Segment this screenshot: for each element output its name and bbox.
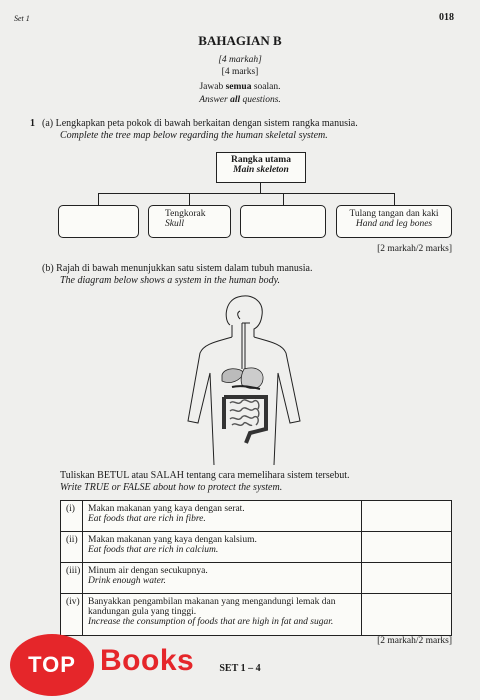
question-1b-text-ms: (b) Rajah di bawah menunjukkan satu sistem dalam tubuh manusia. — [42, 263, 313, 274]
question-1a-text-ms: (a) Lengkapkan peta pokok di bawah berkaitan dengan sistem rangka manusia. — [42, 118, 358, 129]
row-number: (i) — [61, 501, 83, 532]
question-number: 1 — [30, 118, 35, 129]
row-number: (iv) — [61, 594, 83, 636]
tree-leaf-limbs — [336, 205, 452, 238]
tree-leaf-label-en: Skull — [165, 219, 184, 229]
question-1b-instruction-en: Write TRUE or FALSE about how to protect the system. — [60, 482, 283, 493]
set-label: Set 1 — [14, 14, 30, 23]
tree-root-label-en: Main skeleton — [233, 165, 289, 175]
tree-leaf-label-en: Hand and leg bones — [355, 219, 433, 229]
answer-cell[interactable] — [362, 532, 452, 563]
right-body-outline — [254, 337, 300, 465]
liver-shape — [222, 369, 244, 383]
tree-drop-2 — [189, 193, 190, 205]
tree-leaf-blank-2[interactable] — [240, 205, 326, 238]
instruction-en: Answer all questions. — [199, 95, 281, 105]
topbooks-logo — [10, 634, 200, 696]
question-1a-text-en: Complete the tree map below regarding the human skeletal system. — [60, 130, 328, 141]
section-marks-en: [4 marks] — [221, 67, 259, 77]
page-footer: SET 1 – 4 — [219, 663, 261, 674]
table-row — [61, 594, 452, 636]
small-intestine — [230, 400, 259, 426]
statement-cell: Minum air dengan secukupnya. Drink enough water. — [83, 563, 362, 594]
q1b-marks: [2 markah/2 marks] — [377, 636, 452, 646]
true-false-table — [60, 500, 452, 636]
question-1b-text-en: The diagram below shows a system in the human body. — [60, 275, 280, 286]
table-row — [61, 532, 452, 563]
tree-drop-4 — [394, 193, 395, 205]
instruction-ms: Jawab semua soalan. — [199, 82, 281, 92]
table-row — [61, 563, 452, 594]
tree-leaf-blank-1[interactable] — [58, 205, 139, 238]
logo-circle: TOP — [10, 634, 94, 696]
section-marks-ms: [4 markah] — [218, 55, 262, 65]
large-intestine — [224, 397, 266, 443]
tree-leaf-label-ms: Tengkorak — [165, 209, 206, 219]
answer-cell[interactable] — [362, 594, 452, 636]
answer-cell[interactable] — [362, 563, 452, 594]
page-number: 018 — [439, 12, 454, 23]
q1a-marks: [2 markah/2 marks] — [377, 244, 452, 254]
tree-leaf-skull — [148, 205, 231, 238]
table-row — [61, 501, 452, 532]
answer-cell[interactable] — [362, 501, 452, 532]
tree-drop-1 — [98, 193, 99, 205]
tree-drop-3 — [283, 193, 284, 205]
question-1b-instruction-ms: Tuliskan BETUL atau SALAH tentang cara memelihara sistem tersebut. — [60, 470, 350, 481]
logo-text: Books — [100, 644, 195, 677]
tree-root-box — [216, 152, 306, 183]
tree-stem-line — [260, 183, 261, 193]
statement-cell: Banyakkan pengambilan makanan yang mengandungi lemak dan kandungan gula yang tinggi. Increase the consumption of foods that are high in fat and sugar. — [83, 594, 362, 636]
digestive-system-diagram — [180, 293, 310, 465]
tree-root-label-ms: Rangka utama — [231, 155, 291, 165]
tree-leaf-label-ms: Tulang tangan dan kaki — [349, 209, 439, 219]
tree-branch-line — [98, 193, 394, 194]
row-number: (iii) — [61, 563, 83, 594]
row-number: (ii) — [61, 532, 83, 563]
statement-cell: Makan makanan yang kaya dengan serat. Eat foods that are rich in fibre. — [83, 501, 362, 532]
statement-cell: Makan makanan yang kaya dengan kalsium. Eat foods that are rich in calcium. — [83, 532, 362, 563]
section-title: BAHAGIAN B — [198, 33, 282, 48]
